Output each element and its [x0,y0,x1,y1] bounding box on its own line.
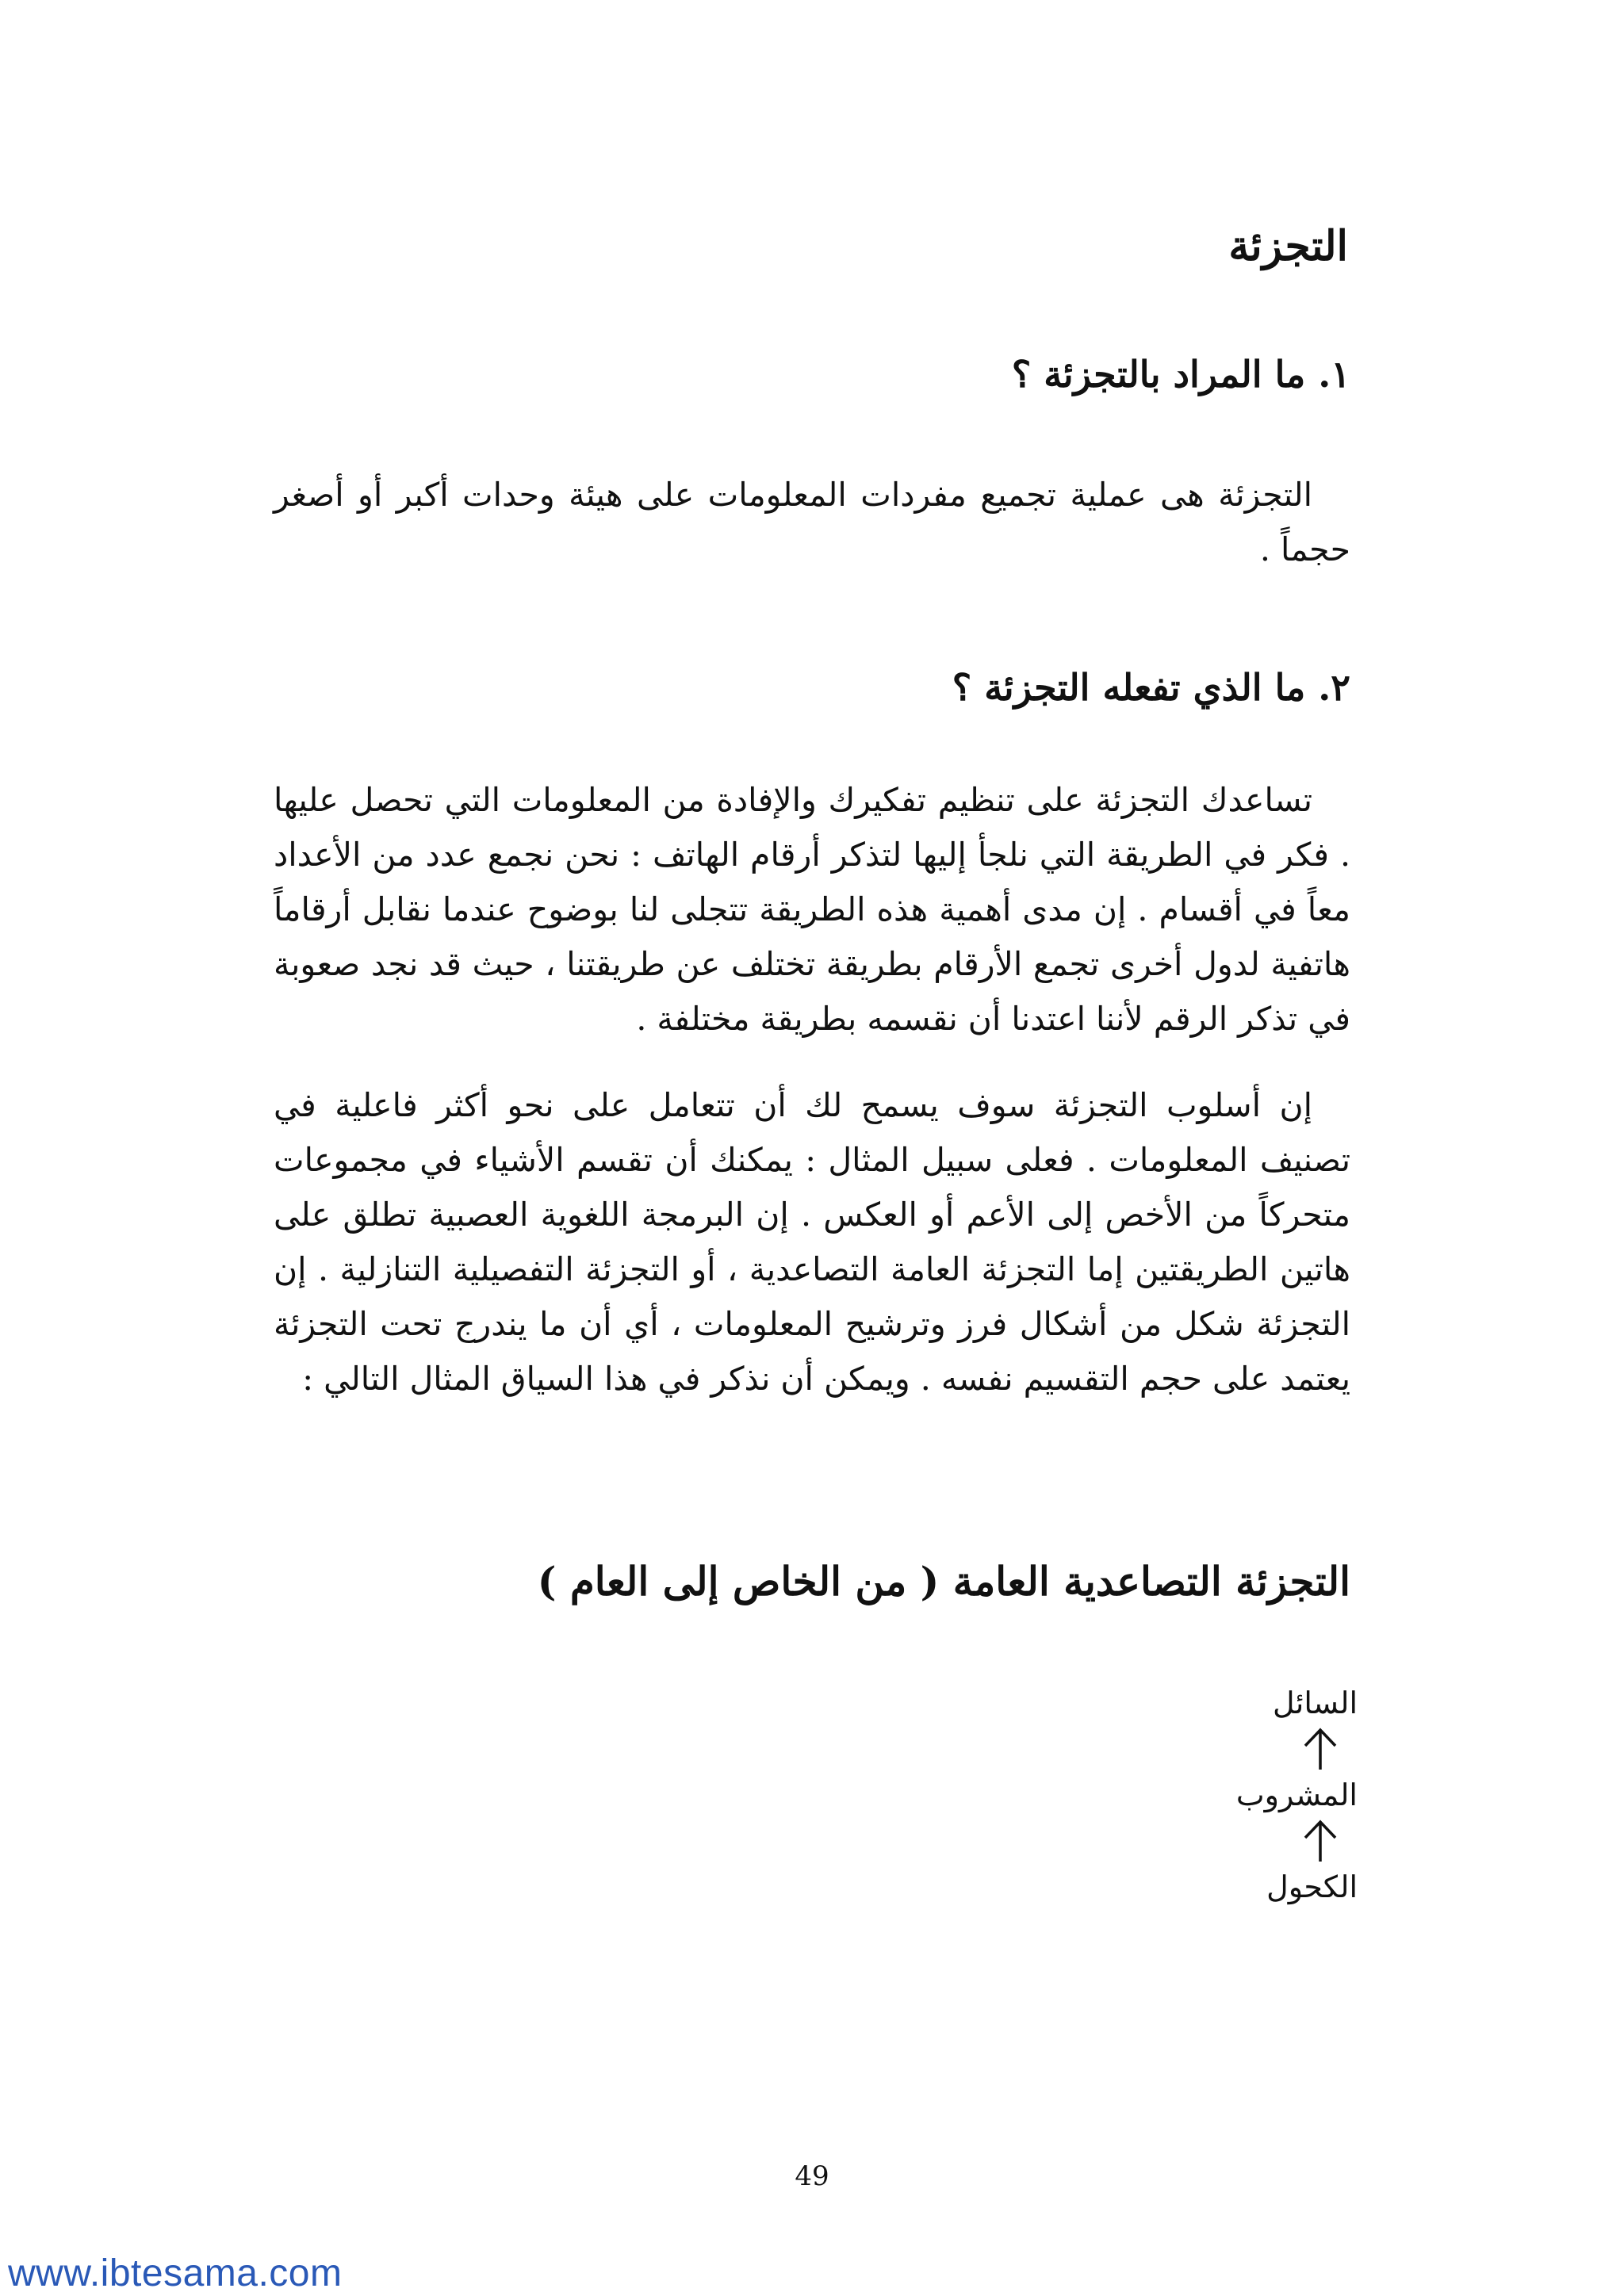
answer-1-paragraph [274,468,1350,577]
paragraph-2-text: تساعدك التجزئة على تنظيم تفكيرك والإفادة من المعلومات التي تحصل عليها . فكر في الطريقة التي نلجأ إليها لتذكر أرقام الهاتف : نحن نجمع عدد من الأعداد معاً في أقسام . إن مدى أهمية هذه الطريقة تتجلى لنا بوضوح عندما نقابل أرقاماً هاتفية لدول أخرى تجمع الأرقام بطريقة تختلف عن طريقتنا ، حيث قد نجد صعوبة في تذكر الرقم لأننا اعتدنا أن نقسمه بطريقة مختلفة . [274,781,1350,1038]
up-arrow-icon [1300,1725,1340,1773]
footer-url: www.ibtesama.com [8,2252,343,2294]
hierarchy-chain [1183,1681,1358,1909]
paragraph-3-text: إن أسلوب التجزئة سوف يسمح لك أن تتعامل على نحو أكثر فاعلية في تصنيف المعلومات . فعلى سبيل المثال : يمكنك أن تقسم الأشياء في مجموعات متحركاً من الأخص إلى الأعم أو العكس . إن البرمجة اللغوية العصبية تطلق على هاتين الطريقتين إما التجزئة العامة التصاعدية ، أو التجزئة التفصيلية التنازلية . إن التجزئة شكل من أشكال فرز وترشيح المعلومات ، أي أن ما يندرج تحت التجزئة يعتمد على حجم التقسيم نفسه . ويمكن أن نذكر في هذا السياق المثال التالي : [274,1086,1350,1398]
up-arrow-icon [1300,1817,1340,1865]
paragraph-3 [274,1078,1350,1406]
chain-item-middle: المشروب [1235,1777,1358,1812]
section-heading: التجزئة التصاعدية العامة ( من الخاص إلى العام ) [537,1558,1350,1605]
paragraph-2 [274,773,1350,1047]
answer-1-text: التجزئة هى عملية تجميع مفردات المعلومات على هيئة وحدات أكبر أو أصغر حجماً . [274,476,1350,568]
chain-item-bottom: الكحول [1266,1869,1358,1904]
page-title: التجزئة [1228,222,1348,270]
chain-item-top: السائل [1273,1686,1358,1720]
question-2-heading: ٢. ما الذي تفعله التجزئة ؟ [952,666,1350,709]
page-number: 49 [795,2160,829,2192]
question-1-heading: ١. ما المراد بالتجزئة ؟ [1011,353,1350,396]
